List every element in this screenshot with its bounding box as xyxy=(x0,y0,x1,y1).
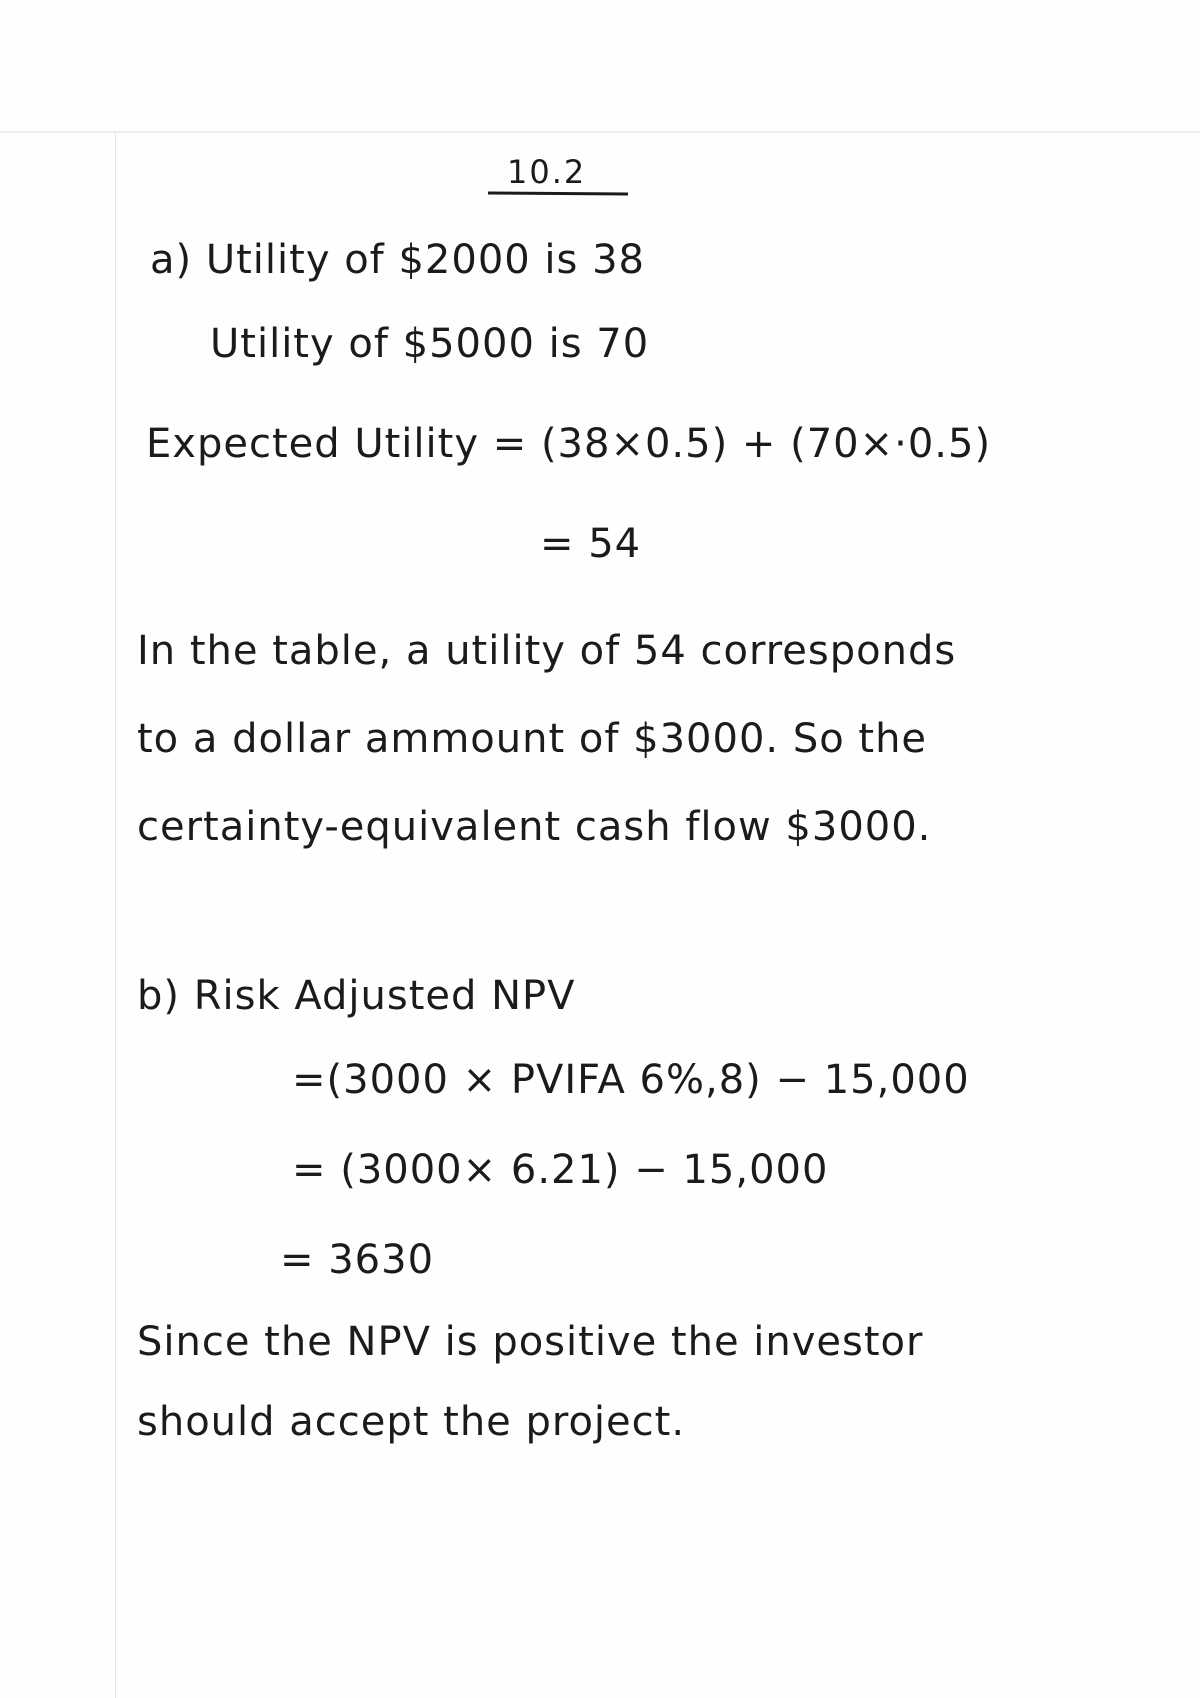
problem-number: 10.2 xyxy=(507,153,587,191)
page-left-edge xyxy=(115,131,116,1698)
part-b-line-formula: =(3000 × PVIFA 6%,8) − 15,000 xyxy=(292,1057,970,1103)
part-a-line-result: = 54 xyxy=(540,521,642,567)
part-b-line-result: = 3630 xyxy=(280,1237,435,1283)
part-b-heading: b) Risk Adjusted NPV xyxy=(137,973,576,1019)
conclusion-line-2: should accept the project. xyxy=(137,1399,686,1445)
page-top-edge xyxy=(0,131,1200,133)
part-a-line-utility-5000: Utility of $5000 is 70 xyxy=(210,321,650,367)
conclusion-line-1: Since the NPV is positive the investor xyxy=(137,1319,924,1365)
part-a-line-utility-2000: a) Utility of $2000 is 38 xyxy=(150,237,645,283)
paragraph-a-line-1: In the table, a utility of 54 corresponds xyxy=(137,628,957,674)
part-b-line-substitution: = (3000× 6.21) − 15,000 xyxy=(292,1147,829,1193)
paragraph-a-line-3: certainty-equivalent cash flow $3000. xyxy=(137,804,932,850)
part-a-line-expected-utility: Expected Utility = (38×0.5) + (70×·0.5) xyxy=(146,421,992,467)
paragraph-a-line-2: to a dollar ammount of $3000. So the xyxy=(137,716,928,762)
